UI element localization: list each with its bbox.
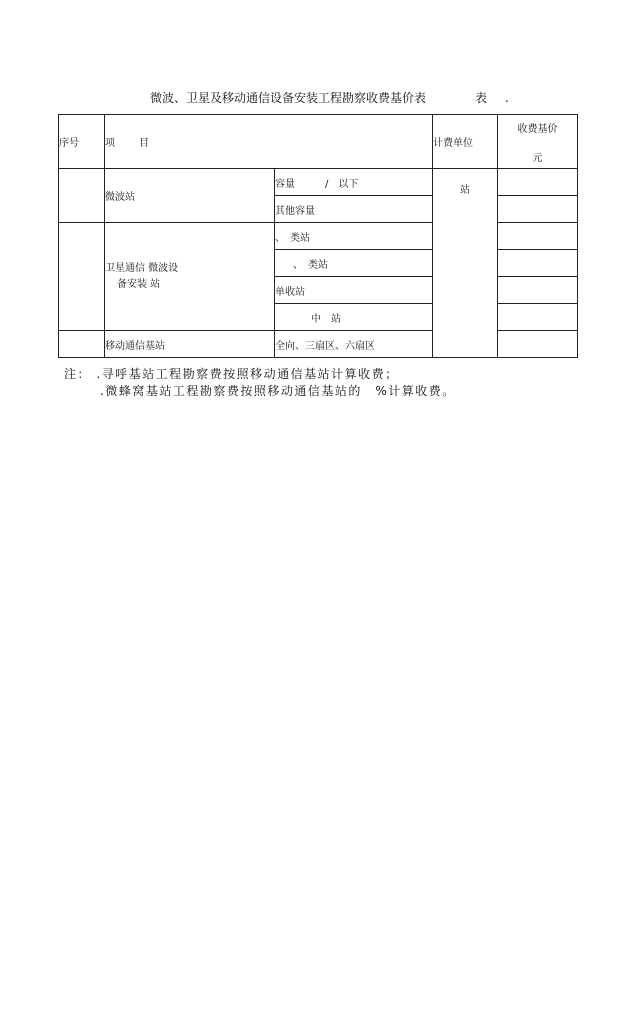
sub-item: 全向、三扇区、六扇区 xyxy=(275,331,433,358)
price-cell xyxy=(498,331,578,358)
price-cell xyxy=(498,223,578,250)
header-price xyxy=(498,115,578,169)
category-satellite xyxy=(105,223,275,331)
note-text-2: .微蜂窝基站工程勘察费按照移动通信基站的 %计算收费。 xyxy=(100,384,456,398)
seq-cell xyxy=(59,223,105,331)
header-item xyxy=(105,115,433,169)
table-header-row xyxy=(59,115,578,169)
page-title xyxy=(0,90,620,106)
seq-cell xyxy=(59,331,105,358)
category-satellite-line1: 卫星通信 微波设 xyxy=(105,262,179,274)
note-line-2 xyxy=(64,383,456,400)
seq-cell xyxy=(59,169,105,223)
sub-item: 、 类站 xyxy=(275,250,433,277)
category-mobile: 移动通信基站 xyxy=(105,331,275,358)
category-satellite-line2: 备安装 站 xyxy=(117,278,161,290)
note-label: 注： xyxy=(64,367,92,381)
notes xyxy=(64,366,456,400)
price-cell xyxy=(498,277,578,304)
title-main: 微波、卫星及移动通信设备安装工程勘察收费基价表 xyxy=(150,91,427,105)
header-price-line1: 收费基价 xyxy=(517,123,558,135)
price-cell xyxy=(498,304,578,331)
price-cell xyxy=(498,169,578,196)
header-unit: 计费单位 xyxy=(433,115,498,169)
header-item-b: 目 xyxy=(139,138,149,149)
table-row xyxy=(59,169,578,196)
header-seq: 序号 xyxy=(59,115,105,169)
note-text-1: .寻呼基站工程勘察费按照移动通信基站计算收费； xyxy=(96,367,399,381)
fee-table xyxy=(58,114,578,358)
title-table-label: 表 xyxy=(475,91,488,105)
sub-item: 中 站 xyxy=(275,304,433,331)
header-item-a: 项 xyxy=(105,138,115,149)
table-row xyxy=(59,331,578,358)
sub-item: 其他容量 xyxy=(275,196,433,223)
note-line-1 xyxy=(64,366,456,383)
price-cell xyxy=(498,196,578,223)
sub-item: 、 类站 xyxy=(275,223,433,250)
category-microwave: 微波站 xyxy=(105,169,275,223)
title-table-number: . xyxy=(505,91,509,105)
price-cell xyxy=(498,250,578,277)
sub-item: 单收站 xyxy=(275,277,433,304)
unit-cell: 站 xyxy=(433,169,498,358)
table-row xyxy=(59,223,578,250)
sub-item: 容量 / 以下 xyxy=(275,169,433,196)
header-price-line2: 元 xyxy=(532,152,543,164)
